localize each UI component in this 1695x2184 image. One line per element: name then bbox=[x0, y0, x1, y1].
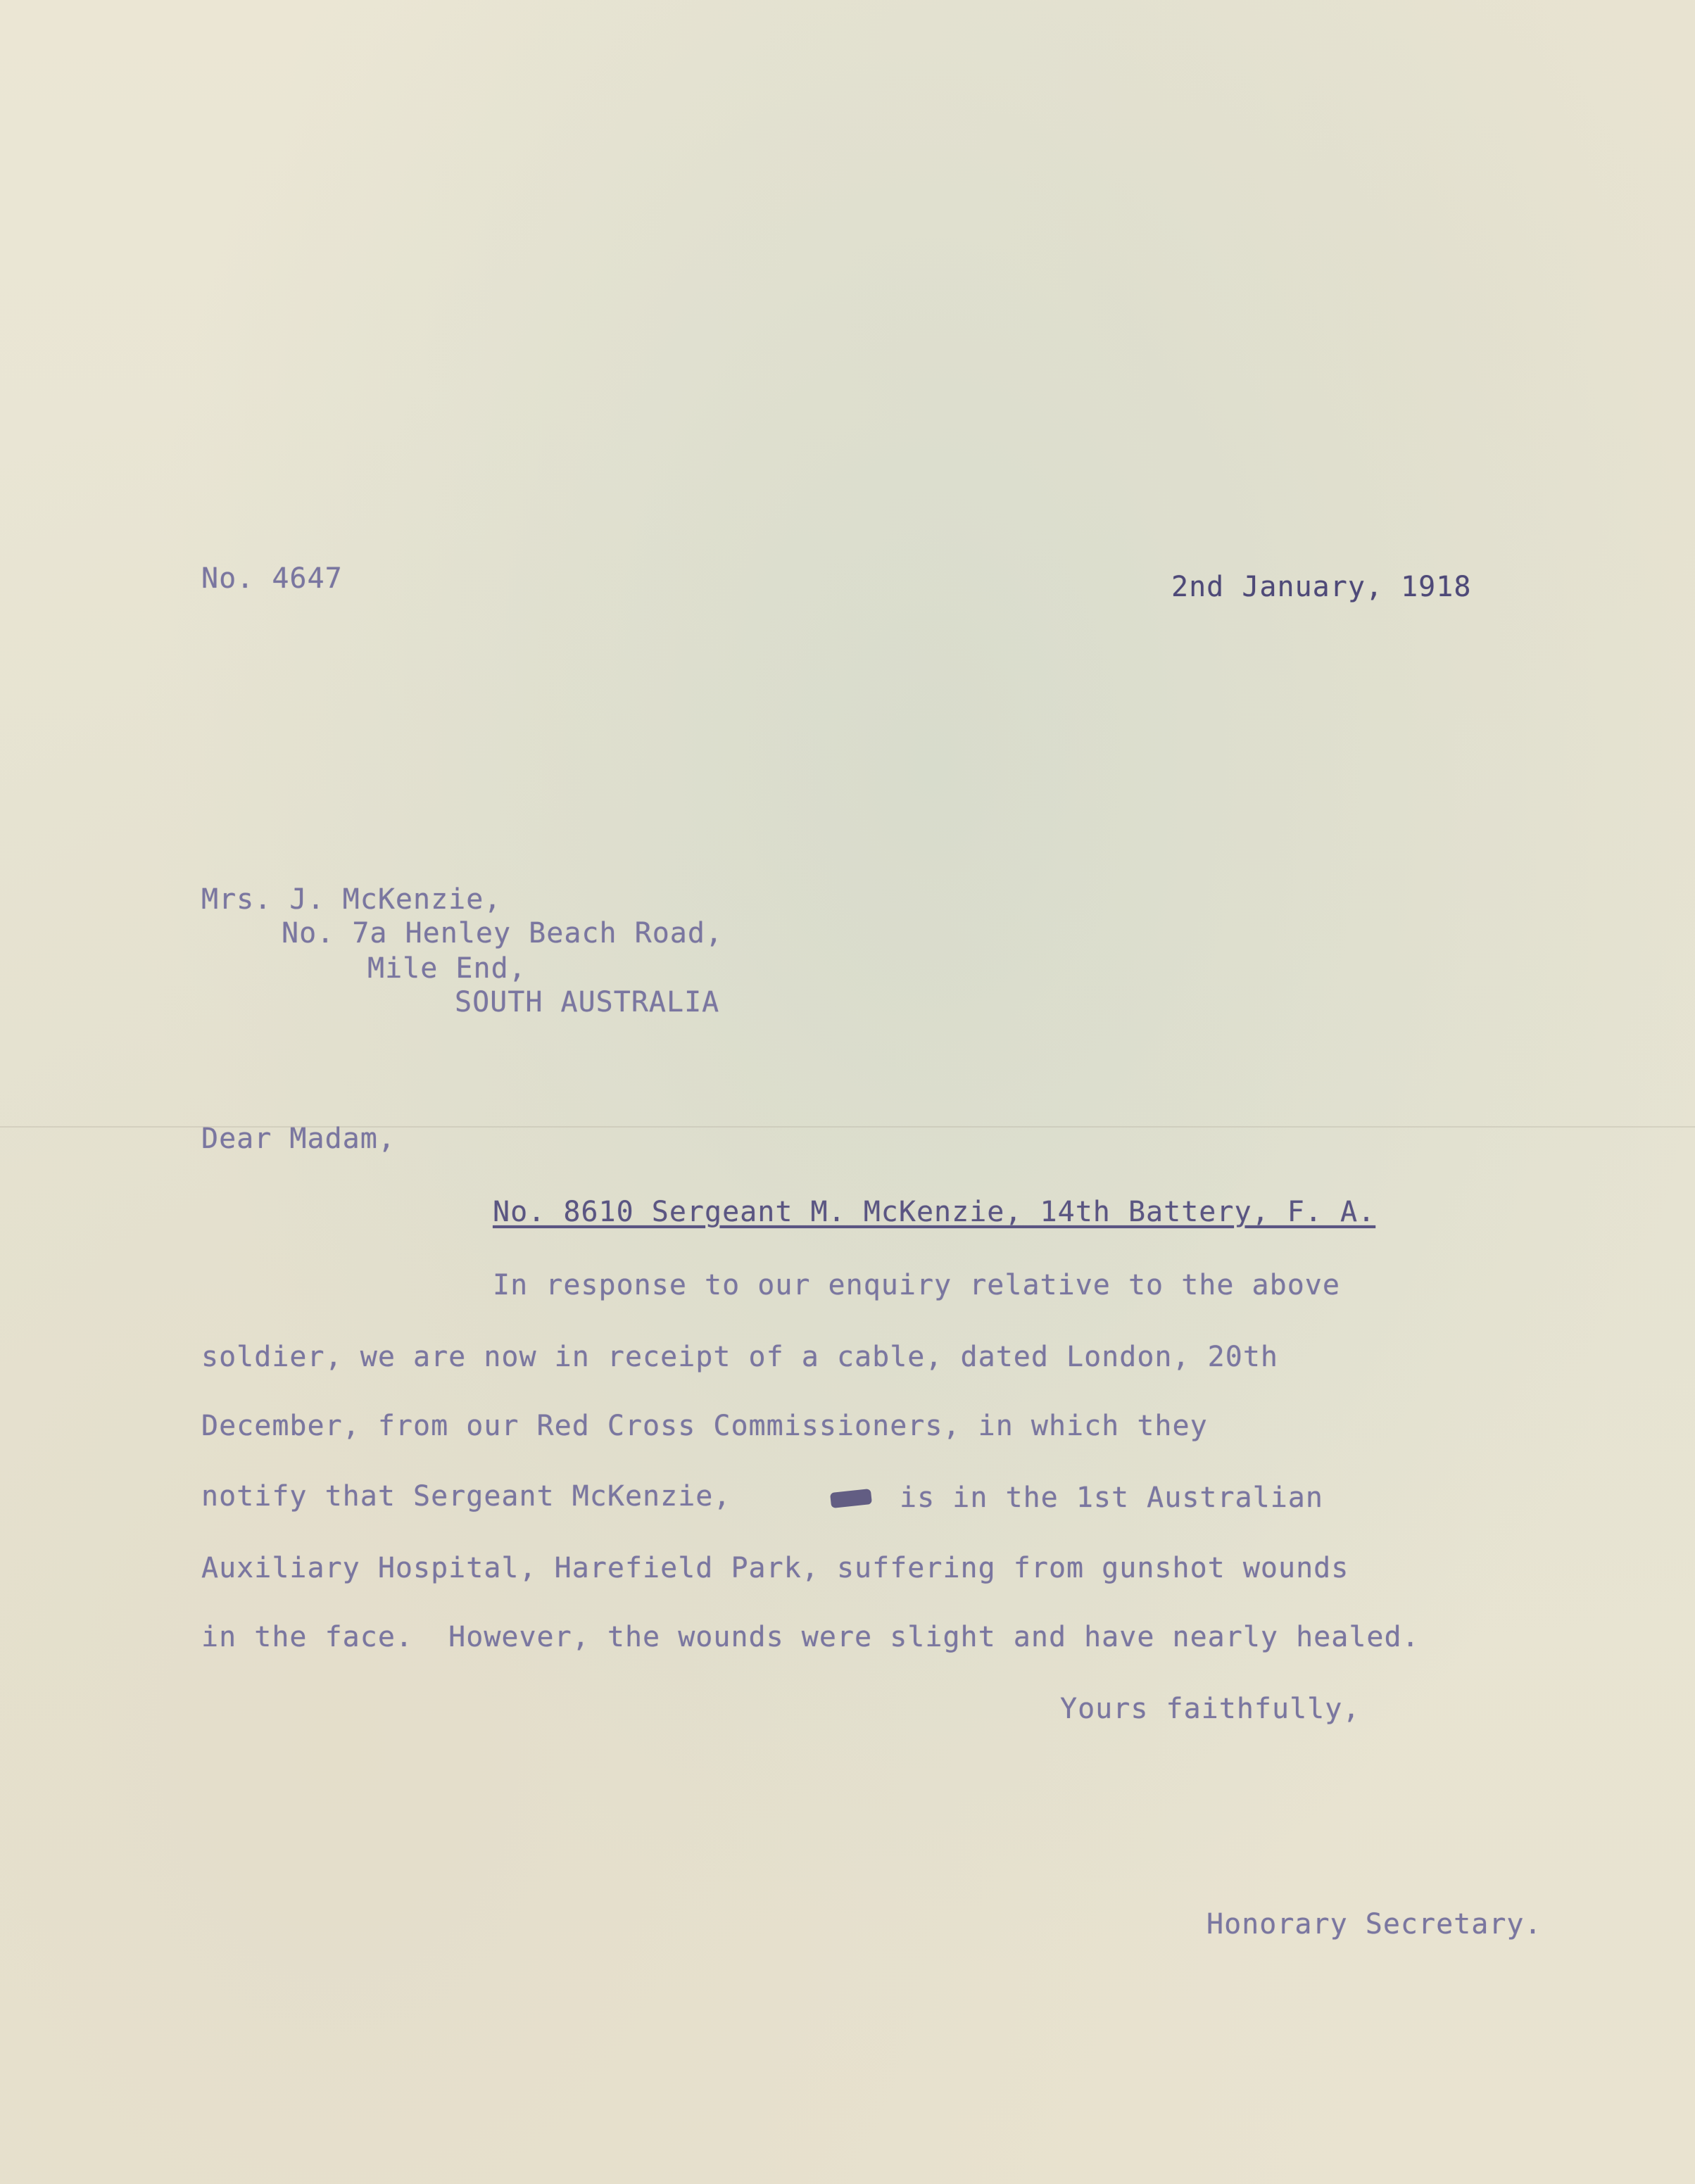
letter-date: 2nd January, 1918 bbox=[1171, 571, 1472, 603]
address-line-street: No. 7a Henley Beach Road, bbox=[282, 917, 724, 949]
address-line-name: Mrs. J. McKenzie, bbox=[201, 883, 502, 916]
body-line-6: in the face. However, the wounds were slight and have nearly healed. bbox=[201, 1621, 1420, 1653]
body-line-3: December, from our Red Cross Commissioners, in which they bbox=[201, 1410, 1208, 1442]
address-line-suburb: Mile End, bbox=[367, 952, 527, 985]
salutation: Dear Madam, bbox=[201, 1123, 396, 1155]
address-line-state: SOUTH AUSTRALIA bbox=[455, 986, 720, 1018]
closing: Yours faithfully, bbox=[1060, 1693, 1361, 1725]
body-line-4-start: notify that Sergeant McKenzie, bbox=[201, 1480, 731, 1513]
signature-title: Honorary Secretary. bbox=[1206, 1908, 1542, 1940]
subject-line: No. 8610 Sergeant M. McKenzie, 14th Battery, F. A. bbox=[493, 1196, 1376, 1228]
body-line-1: In response to our enquiry relative to the above bbox=[493, 1269, 1340, 1301]
reference-number: No. 4647 bbox=[201, 562, 343, 595]
body-line-4-end: is in the 1st Australian bbox=[900, 1482, 1323, 1514]
typed-correction-mark bbox=[830, 1489, 872, 1508]
body-line-5: Auxiliary Hospital, Harefield Park, suffering from gunshot wounds bbox=[201, 1552, 1349, 1584]
body-line-2: soldier, we are now in receipt of a cable, dated London, 20th bbox=[201, 1341, 1279, 1373]
